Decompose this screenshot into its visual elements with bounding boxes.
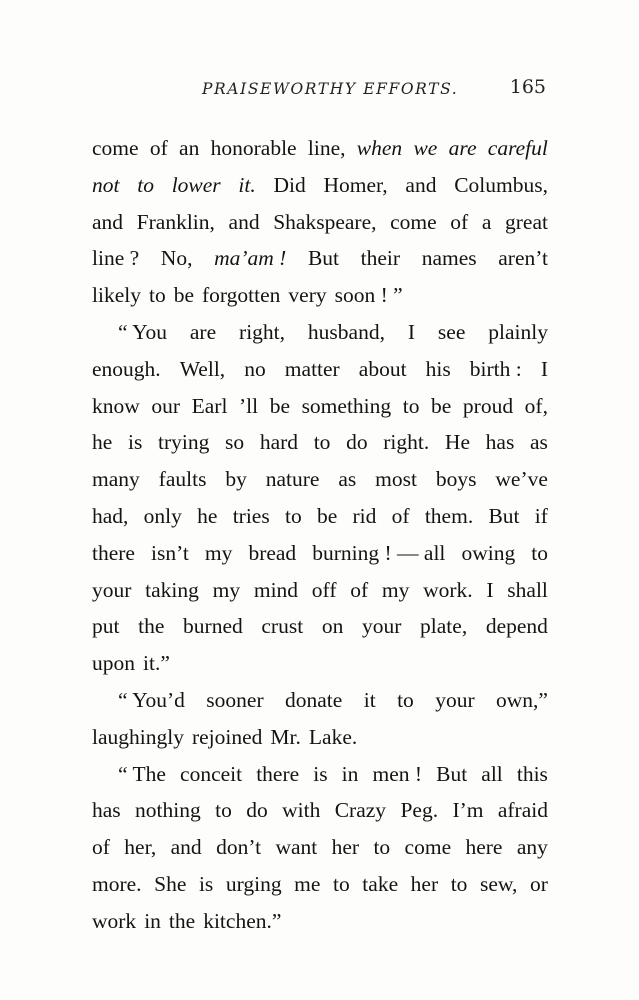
word: know [92, 393, 140, 418]
word: has [92, 798, 121, 823]
word: She [154, 871, 187, 896]
text-line [92, 608, 548, 645]
word: to [373, 835, 391, 860]
word: own,” [496, 687, 548, 712]
word: “ The [118, 761, 166, 786]
word: we [413, 136, 438, 160]
word: conceit [180, 761, 243, 786]
word: them. [424, 503, 474, 528]
word: mind [253, 577, 299, 602]
word: most [375, 467, 417, 492]
page-number: 165 [509, 76, 546, 98]
word: as [338, 467, 357, 492]
text-line [92, 130, 548, 167]
word: to [333, 871, 350, 896]
text-line [92, 719, 548, 756]
word: hard [259, 430, 299, 455]
word: line, [307, 136, 346, 160]
word: your [435, 687, 475, 712]
word: are [448, 136, 477, 160]
word: names [421, 246, 477, 271]
word: line ? [92, 246, 140, 271]
word: to [313, 430, 331, 455]
word: I [486, 577, 494, 602]
word: many [92, 467, 140, 492]
word: laughingly [92, 724, 184, 749]
word: in [341, 761, 359, 786]
word: ma’am ! [214, 246, 287, 271]
word: we’ve [495, 467, 548, 492]
word: her [410, 871, 439, 896]
word: be [173, 283, 194, 308]
word: on [321, 614, 344, 639]
text-line [92, 792, 548, 829]
word: your [361, 614, 402, 639]
word: lower [171, 172, 221, 197]
word: if [534, 503, 548, 528]
word: do [346, 430, 368, 455]
text-line [92, 572, 548, 609]
word: my [381, 577, 410, 602]
word: to [402, 393, 420, 418]
running-title: PRAISEWORTHY EFFORTS. [202, 80, 459, 98]
text-line [92, 903, 548, 940]
word: don’t [216, 835, 262, 860]
word: in [144, 908, 161, 933]
word: tries [232, 503, 270, 528]
word: Peg. [400, 798, 439, 823]
word: or [529, 871, 548, 896]
word: me [294, 871, 321, 896]
text-line [92, 682, 548, 719]
word: want [275, 835, 318, 860]
word: I [407, 319, 416, 344]
word: great [505, 209, 548, 234]
word: kitchen.” [203, 908, 282, 933]
word: a [481, 209, 492, 234]
word: very [288, 283, 327, 308]
word: plate, [420, 614, 468, 639]
word: be [316, 503, 338, 528]
word: work. [423, 577, 473, 602]
word: here [465, 835, 503, 860]
word: forgotten [202, 283, 281, 308]
word: is [198, 871, 214, 896]
word: owing [461, 540, 516, 565]
word: I’m [452, 798, 484, 823]
word: No, [160, 246, 193, 271]
word: her [331, 835, 360, 860]
text-line [92, 645, 548, 682]
word: trying [157, 430, 210, 455]
word: with [282, 798, 321, 823]
word: the [168, 908, 196, 933]
word: is [313, 761, 328, 786]
word: and [92, 209, 124, 234]
word: Lake. [308, 724, 358, 749]
text-line [92, 424, 548, 461]
word: about [358, 356, 407, 381]
word: to [148, 283, 166, 308]
word: to [284, 503, 302, 528]
word: of, [524, 393, 548, 418]
word: my [212, 577, 241, 602]
word: ’ll [239, 393, 259, 418]
word: more. [92, 871, 142, 896]
word: nothing [135, 798, 201, 823]
word: But [488, 503, 520, 528]
text-line [92, 314, 548, 351]
word: the [138, 614, 165, 639]
word: has [485, 430, 515, 455]
word: isn’t [151, 540, 189, 565]
word: sooner [206, 687, 264, 712]
word: and [228, 209, 260, 234]
text-line [92, 388, 548, 425]
text-line [92, 240, 548, 277]
word: Mr. [270, 724, 301, 749]
word: Crazy [334, 798, 387, 823]
word: do [246, 798, 268, 823]
word: only [143, 503, 182, 528]
word: right, [239, 319, 286, 344]
word: husband, [307, 319, 385, 344]
word: no [244, 356, 266, 381]
text-line [92, 351, 548, 388]
word: Columbus, [454, 172, 548, 197]
word: sew, [479, 871, 518, 896]
word: be [269, 393, 290, 418]
word: off [311, 577, 337, 602]
word: put [92, 614, 120, 639]
word: rid [352, 503, 377, 528]
word: it. [238, 172, 256, 197]
word: urging [225, 871, 282, 896]
body-text [92, 130, 548, 940]
text-line [92, 866, 548, 903]
word: “ You [118, 319, 167, 344]
word: to [215, 798, 232, 823]
word: come [404, 835, 452, 860]
word: I [540, 356, 548, 381]
text-line [92, 829, 548, 866]
word: and [170, 835, 202, 860]
word: crust [261, 614, 304, 639]
word: and [405, 172, 437, 197]
word: honorable [210, 136, 297, 160]
word: right. [383, 430, 430, 455]
word: all [481, 761, 503, 786]
word: But [436, 761, 468, 786]
word: bread [248, 540, 297, 565]
word: there [256, 761, 300, 786]
word: matter [284, 356, 340, 381]
word: Shakspeare, [273, 209, 377, 234]
word: your [92, 577, 132, 602]
word: her, [124, 835, 157, 860]
word: he [92, 430, 113, 455]
word: men ! [372, 761, 423, 786]
word: when [356, 136, 403, 160]
text-line [92, 535, 548, 572]
word: likely [92, 283, 141, 308]
word: an [179, 136, 200, 160]
word: my [204, 540, 233, 565]
word: nature [265, 467, 320, 492]
text-line [92, 756, 548, 793]
word: so [225, 430, 245, 455]
word: proud [462, 393, 514, 418]
word: to [397, 687, 414, 712]
word: come [92, 136, 139, 160]
word: He [444, 430, 470, 455]
word: of [149, 136, 168, 160]
word: “ You’d [118, 687, 185, 712]
word: burned [183, 614, 243, 639]
word: But [307, 246, 340, 271]
text-line [92, 204, 548, 241]
word: any [516, 835, 548, 860]
word: are [189, 319, 217, 344]
running-head [92, 72, 548, 106]
word: see [437, 319, 466, 344]
word: afraid [497, 798, 548, 823]
word: of [450, 209, 469, 234]
word: Earl [191, 393, 228, 418]
word: there [92, 540, 135, 565]
word: of [92, 835, 110, 860]
word: aren’t [498, 246, 548, 271]
word: our [151, 393, 181, 418]
word: plainly [488, 319, 548, 344]
word: burning ! — all [312, 540, 446, 565]
word: it [363, 687, 376, 712]
word: their [360, 246, 401, 271]
word: soon ! ” [334, 283, 403, 308]
word: birth : [469, 356, 522, 381]
word: it.” [143, 651, 170, 676]
word: donate [285, 687, 343, 712]
word: enough. [92, 356, 161, 381]
word: upon [92, 651, 135, 676]
word: is [127, 430, 143, 455]
word: Franklin, [136, 209, 215, 234]
word: of [350, 577, 369, 602]
word: to [450, 871, 468, 896]
word: depend [485, 614, 548, 639]
word: Did [273, 172, 306, 197]
word: Well, [179, 356, 226, 381]
text-line [92, 461, 548, 498]
word: careful [487, 136, 548, 160]
word: taking [145, 577, 199, 602]
word: something [301, 393, 392, 418]
word: his [425, 356, 451, 381]
word: had, [92, 503, 129, 528]
text-line [92, 277, 548, 314]
word: boys [435, 467, 477, 492]
word: by [225, 467, 247, 492]
word: not [92, 172, 120, 197]
word: of [391, 503, 410, 528]
word: he [197, 503, 218, 528]
text-line [92, 167, 548, 204]
word: Homer, [323, 172, 388, 197]
word: rejoined [191, 724, 263, 749]
word: to [137, 172, 154, 197]
word: this [516, 761, 548, 786]
word: faults [158, 467, 207, 492]
text-line [92, 498, 548, 535]
word: be [431, 393, 452, 418]
word: as [530, 430, 548, 455]
word: work [92, 908, 137, 933]
word: come [390, 209, 437, 234]
word: shall [507, 577, 548, 602]
word: take [362, 871, 399, 896]
word: to [531, 540, 548, 565]
